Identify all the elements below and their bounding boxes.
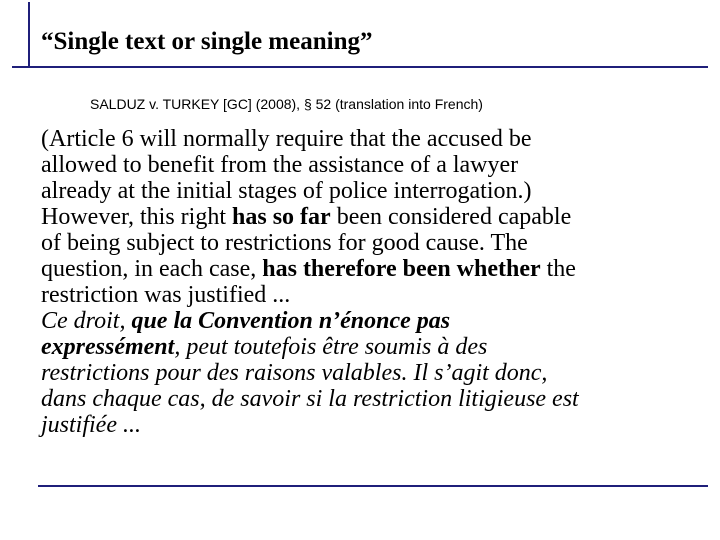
french-line-2 — [41, 334, 711, 360]
english-line-5: of being subject to restrictions for good cause. The — [41, 230, 528, 256]
english-emphasis-has-so-far: has so far — [232, 204, 331, 230]
french-line-5: justifiée ... — [41, 412, 141, 438]
english-line-4-end: been considered capable — [330, 204, 572, 230]
quote-body — [41, 126, 711, 438]
english-emphasis-has-therefore-been-whether: has therefore been whether — [262, 256, 541, 282]
french-line-2-end: , peut toutefois être soumis à des — [174, 334, 488, 360]
english-line-4-start: However, this right — [41, 204, 233, 230]
english-line-1: (Article 6 will normally require that the accused be — [41, 126, 532, 152]
french-line-1-start: Ce droit, — [41, 308, 132, 334]
left-vertical-rule — [28, 2, 30, 66]
case-citation: SALDUZ v. TURKEY [GC] (2008), § 52 (translation into French) — [90, 96, 483, 112]
bottom-rule — [38, 485, 708, 487]
english-line-3: already at the initial stages of police interrogation.) — [41, 178, 532, 204]
title-underline-rule — [12, 66, 708, 68]
french-emphasis-expressement: expressément — [41, 334, 175, 360]
slide-title: “Single text or single meaning” — [41, 28, 373, 55]
english-line-6 — [41, 256, 711, 282]
french-line-1 — [41, 308, 711, 334]
french-emphasis-convention: que la Convention n’énonce pas — [131, 308, 451, 334]
french-line-3: restrictions pour des raisons valables. Il s’agit donc, — [41, 360, 548, 386]
english-line-2: allowed to benefit from the assistance of a lawyer — [41, 152, 519, 178]
english-line-6-end: the — [540, 256, 576, 282]
french-line-4: dans chaque cas, de savoir si la restriction litigieuse est — [41, 386, 579, 412]
english-line-6-start: question, in each case, — [41, 256, 263, 282]
english-line-4 — [41, 204, 711, 230]
english-line-7: restriction was justified ... — [41, 282, 291, 308]
